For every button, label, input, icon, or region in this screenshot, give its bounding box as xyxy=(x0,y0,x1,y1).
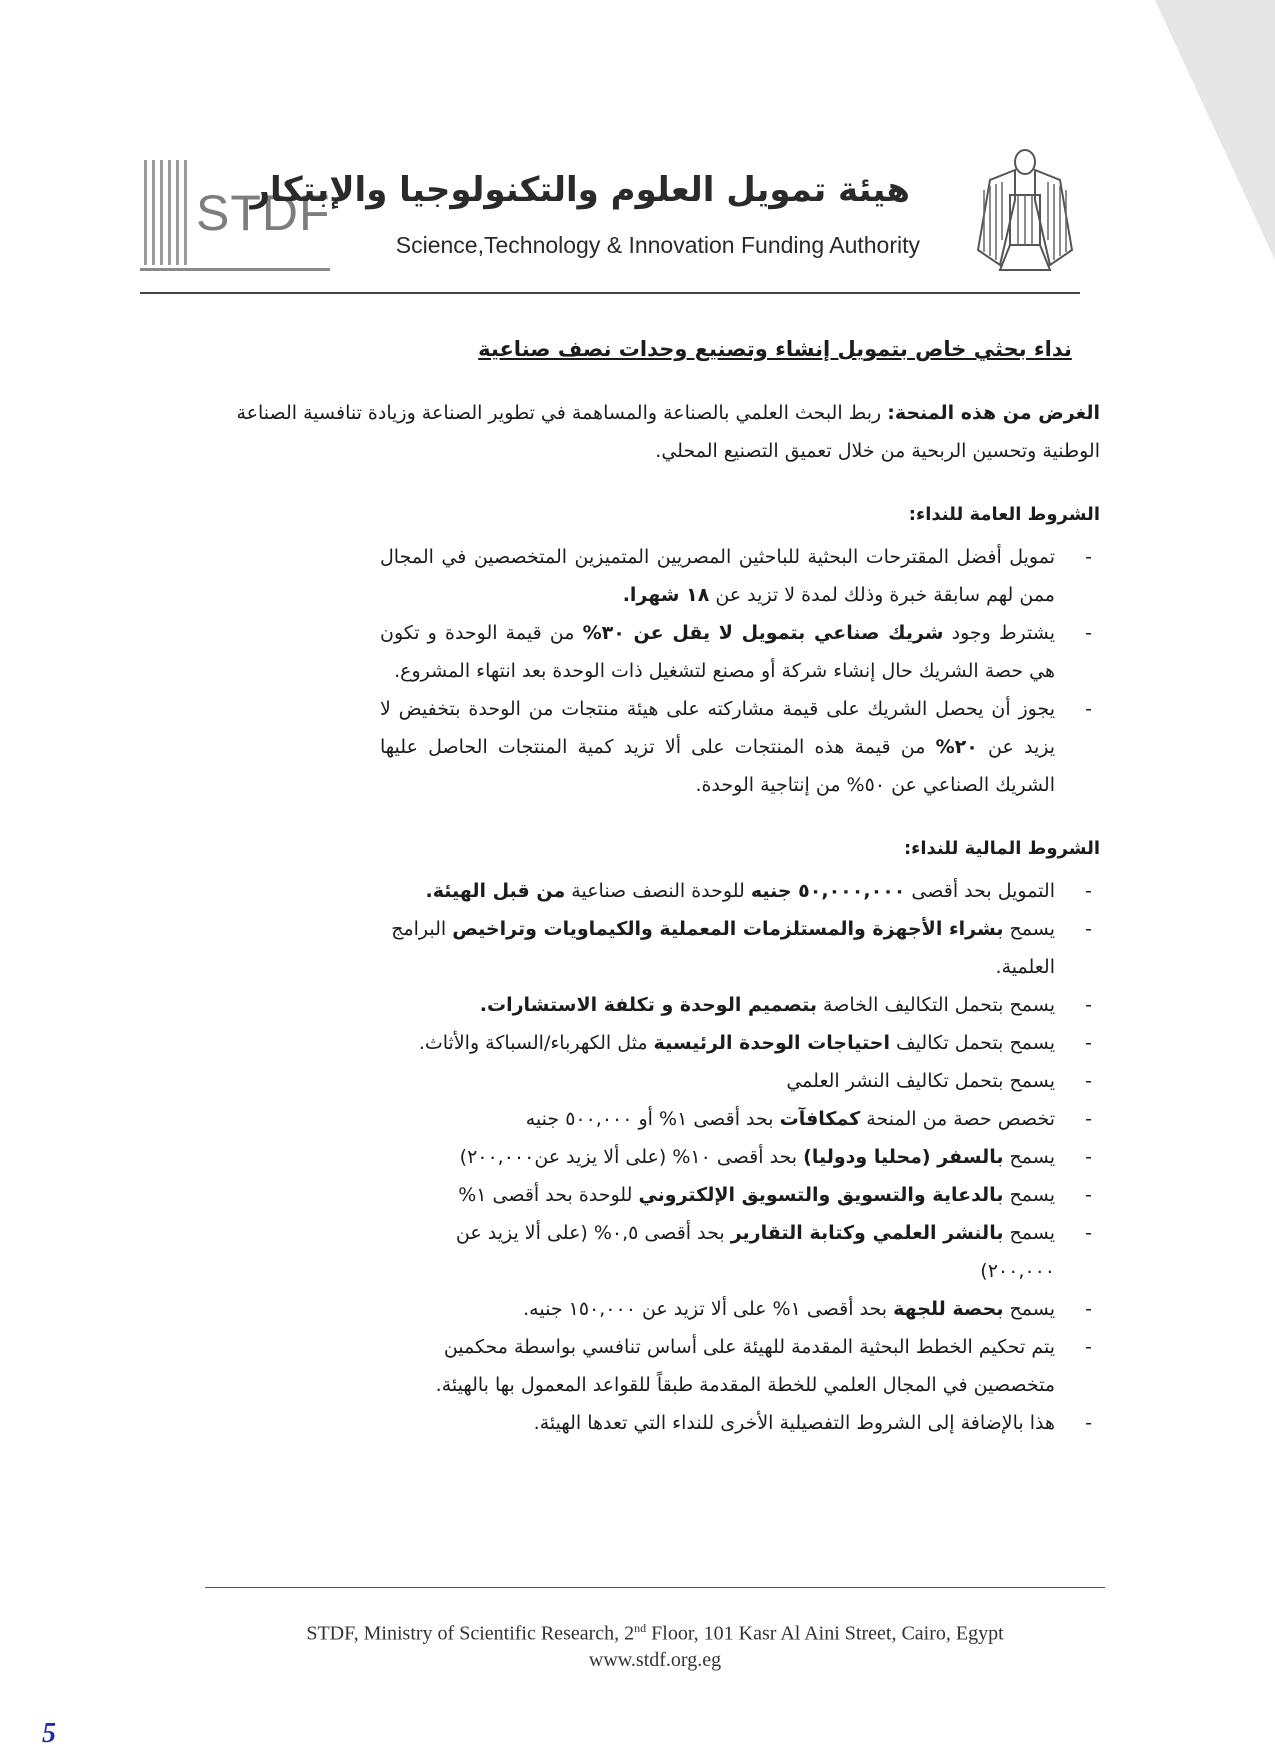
item-text: بحد أقصى ١٠% (على ألا يزيد عن٢٠٠,٠٠٠) xyxy=(459,1146,804,1168)
egypt-eagle-emblem-icon xyxy=(970,140,1080,280)
list-item xyxy=(380,690,1100,804)
item-emphasis: شريك صناعي بتمويل لا يقل عن ٣٠% xyxy=(582,622,944,644)
list-item xyxy=(380,538,1100,614)
address-superscript: nd xyxy=(634,1621,647,1635)
item-text: هذا بالإضافة إلى الشروط التفصيلية الأخرى للنداء التي تعدها الهيئة. xyxy=(533,1412,1055,1434)
document-title: نداء بحثي خاص بتمويل إنشاء وتصنيع وحدات نصف صناعية xyxy=(478,337,1072,361)
org-name-english: Science,Technology & Innovation Funding Authority xyxy=(395,232,920,258)
footer xyxy=(205,1615,1105,1673)
list-item xyxy=(380,910,1100,986)
item-emphasis: بحصة للجهة xyxy=(893,1298,1004,1320)
header-divider xyxy=(140,292,1080,294)
item-text: يشترط وجود xyxy=(943,622,1055,644)
list-item xyxy=(380,986,1100,1024)
address-text: Floor, 101 Kasr Al Aini Street, Cairo, Egypt xyxy=(646,1622,1004,1645)
item-text: للوحدة بحد أقصى ١% xyxy=(458,1184,639,1206)
list-item xyxy=(380,872,1100,910)
letterhead xyxy=(140,140,1080,290)
item-text: يسمح بتحمل تكاليف النشر العلمي xyxy=(786,1070,1055,1092)
item-text: التمويل بحد أقصى xyxy=(905,880,1055,902)
item-text: تخصص حصة من المنحة xyxy=(860,1108,1055,1130)
item-text: تمويل أفضل المقترحات البحثية للباحثين المصريين المتميزين المتخصصين في المجال ممن لهم سابقة خبرة وذلك لمدة لا تزيد عن xyxy=(380,546,1055,606)
purpose-label: الغرض من هذه المنحة: xyxy=(887,402,1100,424)
item-text: يسمح xyxy=(1003,918,1055,940)
item-text: البرامج العلمية. xyxy=(391,918,1055,978)
list-item xyxy=(380,1328,1100,1404)
list-item xyxy=(380,614,1100,690)
page-number: 5 xyxy=(42,1718,56,1749)
list-item xyxy=(380,1214,1100,1290)
item-emphasis: بالدعاية والتسويق والتسويق الإلكتروني xyxy=(638,1184,1004,1206)
item-emphasis: بالسفر (محليا ودوليا) xyxy=(803,1146,1004,1168)
item-emphasis: بالنشر العلمي وكتابة التقارير xyxy=(730,1222,1004,1244)
item-text: يسمح بتحمل تكاليف xyxy=(889,1032,1055,1054)
address-text: STDF, Ministry of Scientific Research, 2 xyxy=(306,1622,635,1645)
list-item xyxy=(380,1176,1100,1214)
list-item xyxy=(380,1062,1100,1100)
item-text: بحد أقصى ١% على ألا تزيد عن ١٥٠,٠٠٠ جنيه. xyxy=(523,1298,894,1320)
item-text: يسمح xyxy=(1003,1298,1055,1320)
item-emphasis: ٥٠,٠٠٠,٠٠٠ جنيه xyxy=(750,880,906,902)
purpose-paragraph xyxy=(180,394,1100,470)
page-fold-corner xyxy=(1155,0,1275,260)
item-text: مثل الكهرباء/السباكة والأثاث. xyxy=(418,1032,654,1054)
footer-address xyxy=(205,1615,1105,1647)
item-text: من قيمة الوحدة و تكون هي حصة الشريك حال إنشاء شركة أو مصنع لتشغيل ذات الوحدة بعد انتهاء المشروع. xyxy=(380,622,1055,682)
purpose-text: ربط البحث العلمي بالصناعة والمساهمة في تطوير الصناعة وزيادة تنافسية الصناعة الوطنية وتحسين الربحية من خلال تعميق التصنيع المحلي. xyxy=(236,402,1100,462)
footer-website: www.stdf.org.eg xyxy=(588,1648,722,1671)
item-text: بحد أقصى ٠,٥% (على ألا يزيد عن ٢٠٠,٠٠٠) xyxy=(455,1222,1055,1282)
org-name-arabic: هيئة تمويل العلوم والتكنولوجيا والإبتكار xyxy=(250,170,910,210)
financial-conditions-list xyxy=(180,872,1100,1442)
footer-divider xyxy=(205,1587,1105,1588)
list-item xyxy=(380,1404,1100,1442)
logo-text: STDF xyxy=(192,184,335,242)
list-item xyxy=(380,1290,1100,1328)
list-item xyxy=(380,1138,1100,1176)
item-text: يسمح xyxy=(1003,1146,1055,1168)
item-text: للوحدة النصف صناعية xyxy=(565,880,751,902)
item-text: من قيمة هذه المنتجات على ألا تزيد كمية المنتجات الحاصل عليها الشريك الصناعي عن ٥٠% من إنتاجية الوحدة. xyxy=(380,736,1055,796)
item-emphasis: بتصميم الوحدة و تكلفة الاستشارات. xyxy=(479,994,817,1016)
item-emphasis: احتياجات الوحدة الرئيسية xyxy=(653,1032,890,1054)
item-emphasis: كمكافآت xyxy=(779,1108,861,1130)
item-text: يسمح بتحمل التكاليف الخاصة xyxy=(816,994,1055,1016)
list-item xyxy=(380,1100,1100,1138)
list-item xyxy=(380,1024,1100,1062)
item-emphasis: ١٨ شهرا. xyxy=(622,584,710,606)
item-text: بحد أقصى ١% أو ٥٠٠,٠٠٠ جنيه xyxy=(525,1108,780,1130)
item-text: يتم تحكيم الخطط البحثية المقدمة للهيئة على أساس تنافسي بواسطة محكمين متخصصين في المجال العلمي للخطة المقدمة طبقاً للقواعد المعمول بها بالهيئة. xyxy=(435,1336,1055,1396)
item-emphasis: بشراء الأجهزة والمستلزمات المعملية والكيماويات وتراخيص xyxy=(452,918,1004,940)
item-text: يجوز أن يحصل الشريك على قيمة مشاركته على هيئة منتجات من الوحدة بتخفيض لا يزيد عن xyxy=(380,698,1055,758)
document-body xyxy=(180,330,1100,1468)
item-emphasis: من قبل الهيئة. xyxy=(425,880,566,902)
item-text: يسمح xyxy=(1003,1222,1055,1244)
item-emphasis: ٢٠% xyxy=(935,736,978,758)
financial-conditions-heading: الشروط المالية للنداء: xyxy=(903,838,1100,859)
general-conditions-list xyxy=(180,538,1100,804)
item-text: يسمح xyxy=(1003,1184,1055,1206)
general-conditions-heading: الشروط العامة للنداء: xyxy=(908,504,1100,525)
